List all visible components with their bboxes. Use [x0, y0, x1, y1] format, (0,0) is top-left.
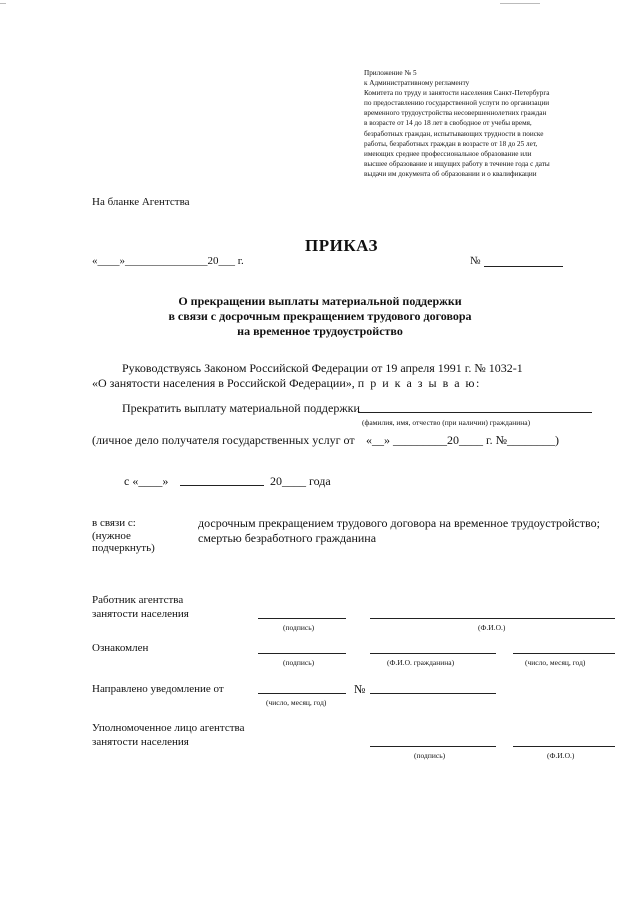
notice-date-field[interactable] — [258, 693, 346, 694]
heading-line: О прекращении выплаты материальной поддержки — [178, 294, 462, 308]
appendix-line: временного трудоустройства несовершеннолетних граждан — [364, 109, 547, 118]
appendix-line: в возрасте от 14 до 18 лет в свободное от учебы время, — [364, 119, 532, 128]
appendix-line: безработных граждан, испытывающих трудности в поиске — [364, 129, 544, 138]
reason-option-death[interactable]: смертью безработного гражданина — [198, 531, 377, 545]
from-date-field[interactable] — [180, 485, 264, 486]
appendix-line: выдачи им документа об образовании и о квалификации — [364, 169, 537, 178]
citizen-name-hint: (фамилия, имя, отчество (при наличии) гражданина) — [362, 418, 531, 427]
signature-hint: (подпись) — [283, 658, 315, 667]
signature-hint: (подпись) — [414, 751, 446, 760]
agency-worker-signature-field[interactable] — [258, 618, 346, 619]
reason-note: (нужное — [92, 530, 131, 542]
order-heading — [120, 294, 520, 339]
letterhead-note: На бланке Агентства — [92, 196, 190, 208]
citizen-name-hint: (Ф.И.О. гражданина) — [387, 658, 455, 667]
name-hint: (Ф.И.О.) — [478, 623, 506, 632]
appendix-line: по предоставлению государственной услуги по организации — [364, 99, 550, 108]
order-number-field[interactable] — [484, 266, 563, 267]
order-number-label: № — [470, 255, 481, 267]
stop-payment-label: Прекратить выплату материальной поддержки — [122, 401, 360, 415]
basis-line-1: Руководствуясь Законом Российской Федерации от 19 апреля 1991 г. № 1032-1 — [122, 361, 523, 375]
from-date-prefix: с «____» — [124, 474, 169, 488]
notice-number-field[interactable] — [370, 693, 496, 694]
case-file-label: (личное дело получателя государственных услуг от — [92, 433, 355, 447]
authorized-name-field[interactable] — [513, 746, 615, 747]
acquainted-date-field[interactable] — [513, 653, 615, 654]
case-file-date-field[interactable]: «__» _________20____ г. №________) — [366, 433, 560, 447]
authorized-label: Уполномоченное лицо агентства — [92, 722, 245, 734]
basis-law-name: «О занятости населения в Российской Федерации», — [92, 376, 358, 390]
order-date-field[interactable]: «____»_______________20___ г. — [92, 255, 244, 267]
scan-mark — [500, 3, 540, 4]
appendix-line: высшее образование и ищущих работу в течение года с даты — [364, 159, 550, 168]
date-hint: (число, месяц, год) — [525, 658, 586, 667]
basis-line-2 — [92, 376, 481, 391]
reason-option-early-termination[interactable]: досрочным прекращением трудового договора на временное трудоустройство; — [198, 516, 600, 530]
reason-note: подчеркнуть) — [92, 542, 155, 554]
notice-number-label: № — [354, 682, 366, 696]
scan-mark — [0, 3, 6, 4]
appendix-line: Приложение № 5 — [364, 69, 417, 77]
reason-label: в связи с: — [92, 517, 136, 529]
citizen-name-signoff-field[interactable] — [370, 653, 496, 654]
citizen-name-field[interactable] — [358, 412, 592, 413]
agency-worker-label: занятости населения — [92, 608, 189, 620]
heading-line: на временное трудоустройство — [237, 324, 403, 338]
authorized-label: занятости населения — [92, 736, 189, 748]
agency-worker-label: Работник агентства — [92, 594, 184, 606]
appendix-line: имеющих среднее профессиональное образование или — [364, 149, 532, 158]
acquainted-signature-field[interactable] — [258, 653, 346, 654]
appendix-line: работы, безработных граждан в возрасте от 18 до 25 лет, — [364, 139, 538, 148]
appendix-line: Комитета по труду и занятости населения Санкт-Петербурга — [364, 89, 550, 98]
appendix-block — [364, 68, 596, 179]
order-word: п р и к а з ы в а ю: — [357, 376, 481, 390]
appendix-line: к Административному регламенту — [364, 79, 470, 88]
notice-label: Направлено уведомление от — [92, 683, 224, 695]
authorized-signature-field[interactable] — [370, 746, 496, 747]
name-hint: (Ф.И.О.) — [547, 751, 575, 760]
acquainted-label: Ознакомлен — [92, 642, 149, 654]
document-title: ПРИКАЗ — [305, 236, 378, 255]
date-hint: (число, месяц, год) — [266, 698, 327, 707]
agency-worker-name-field[interactable] — [370, 618, 615, 619]
signature-hint: (подпись) — [283, 623, 315, 632]
heading-line: в связи с досрочным прекращением трудового договора — [168, 309, 472, 323]
from-date-year: 20____ года — [270, 474, 331, 488]
